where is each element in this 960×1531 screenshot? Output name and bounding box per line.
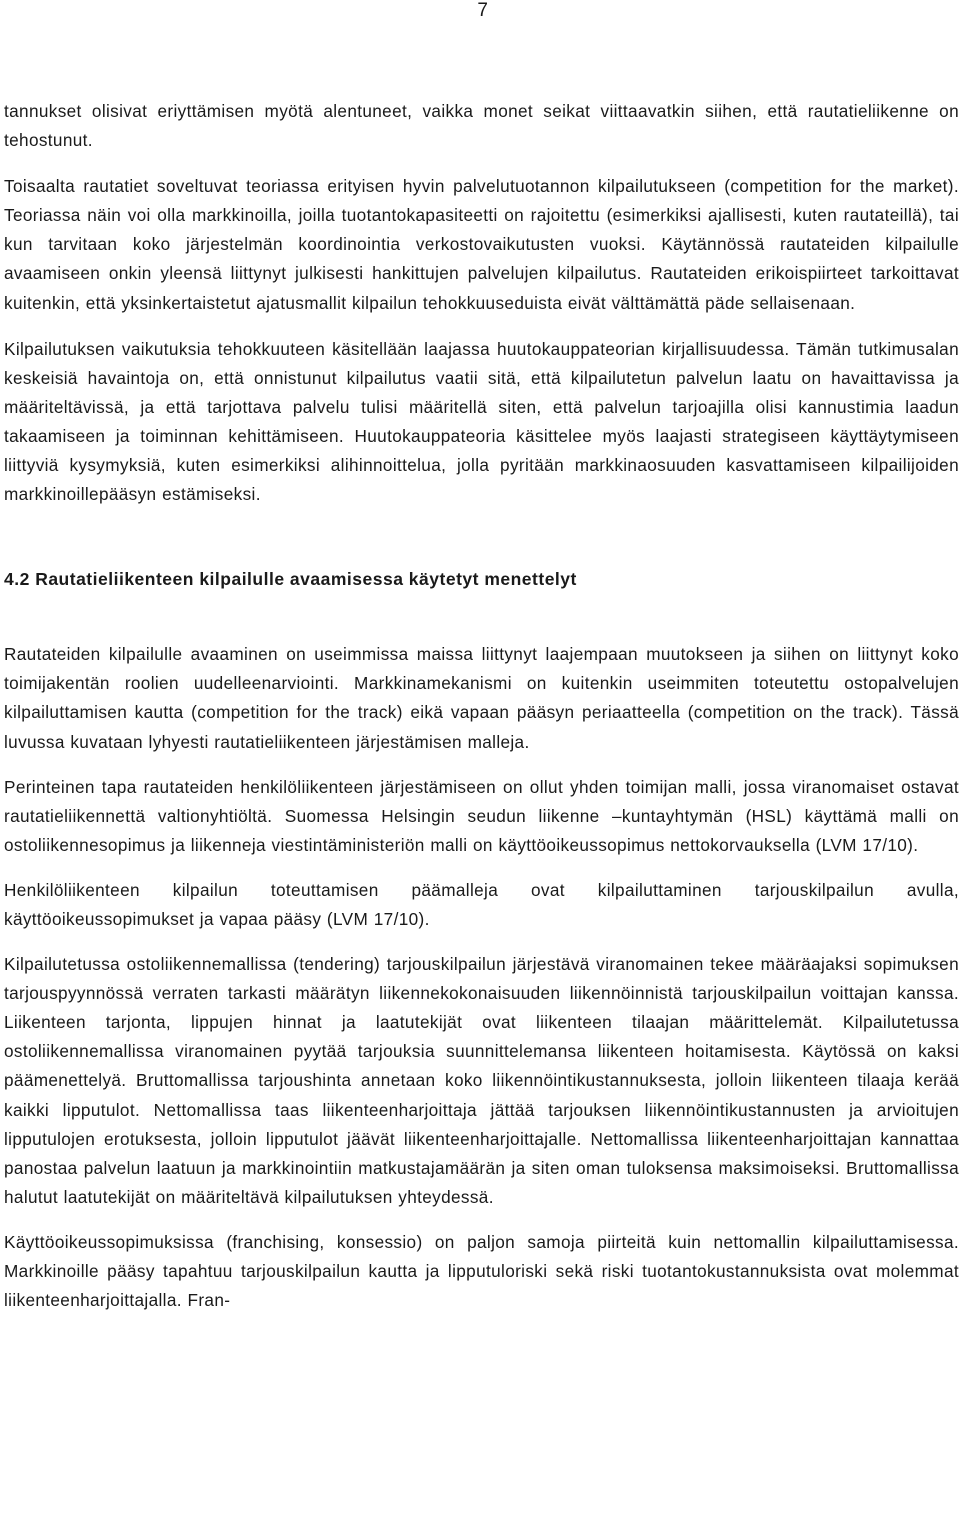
paragraph-continuation: tannukset olisivat eriyttämisen myötä alentuneet, vaikka monet seikat viittaavatkin siihen, että rautatieliikenne on tehostunut. (4, 101, 959, 151)
page-number: 7 (477, 0, 488, 21)
section-heading: 4.2 Rautatieliikenteen kilpailulle avaamisessa käytetyt menettelyt (4, 569, 577, 590)
paragraph-competition-for-market: Toisaalta rautatiet soveltuvat teoriassa erityisen hyvin palvelutuotannon kilpailutukseen (competition for the market). Teoriassa näin voi olla markkinoilla, joilla tuotantokapasiteetti on rajoitettu (esimerkiksi ajallisesti, kuten rautateillä), tai kun tarvitaan koko järjestelmän koordinointia verkostovaikutusten vuoksi. Käytännössä rautateiden kilpailulle avaamiseen onkin yleensä liittynyt julkisesti hankittujen palvelujen kilpailutus. Rautateiden erikoispiirteet tarkoittavat kuitenkin, että yksinkertaistetut ajatusmallit kilpailun tehokkuuseduista eivät välttämättä päde sellaisenaan. (4, 176, 959, 313)
paragraph-main-models: Henkilöliikenteen kilpailun toteuttamisen päämalleja ovat kilpailuttaminen tarjouskilpailun avulla, käyttöoikeussopimukset ja vapaa pääsy (LVM 17/10). (4, 879, 959, 929)
paragraph-traditional-model: Perinteinen tapa rautateiden henkilöliikenteen järjestämiseen on ollut yhden toimijan malli, jossa viranomaiset ostavat rautatieliikennettä valtionyhtiöltä. Suomessa Helsingin seudun liikenne –kuntayhtymän (HSL) käyttämä malli on ostoliikennesopimus ja liikenneja viestintäministeriön malli on käyttöoikeussopimus nettokorvauksella (LVM 17/10). (4, 776, 959, 855)
paragraph-opening-to-competition: Rautateiden kilpailulle avaaminen on useimmissa maissa liittynyt laajempaan muutokseen ja siihen on liittynyt koko toimijakentän roolien uudelleenarviointi. Markkinamekanismi on kuitenkin useimmiten toteutettu ostopalvelujen kilpailuttamisen kautta (competition for the track) eikä vapaan pääsyn periaatteella (competition on the track). Tässä luvussa kuvataan lyhyesti rautatieliikenteen järjestämisen malleja. (4, 644, 959, 752)
page-body (4, 97, 959, 1315)
paragraph-auction-theory: Kilpailutuksen vaikutuksia tehokkuuteen käsitellään laajassa huutokauppateorian kirjallisuudessa. Tämän tutkimusalan keskeisiä havaintoja on, että onnistunut kilpailutus vaatii sitä, että kilpailutetun palvelun laatu on havaittavissa ja määriteltävissä, ja että tarjottava palvelu tulisi määritellä siten, että palvelun tarjoajilla olisi kannustimia laadun takaamiseen ja toiminnan kehittämiseen. Huutokauppateoria käsittelee myös laajasti strategiseen käyttäytymiseen liittyviä kysymyksiä, kuten esimerkiksi alihinnoittelua, jolla pyritään markkinaosuuden kasvattamiseen kilpailijoiden markkinoillepääsyn estämiseksi. (4, 338, 959, 505)
paragraph-tendering: Kilpailutetussa ostoliikennemallissa (tendering) tarjouskilpailun järjestävä viranomainen tekee määräajaksi sopimuksen tarjouspyynnössä verraten tarkasti määrätyn liikennekokonaisuuden liikennöinnistä tarjouskilpailun voittajan kanssa. Liikenteen tarjonta, lippujen hinnat ja laatutekijät ovat liikenteen tilaajan määrittelemät. Kilpailutetussa ostoliikennemallissa viranomainen pyytää tarjouksia suunnittelemansa liikenteen hoitamisesta. Käytössä on kaksi päämenettelyä. Bruttomallissa tarjoushinta annetaan koko liikennöintikustannuksesta, jolloin liikenteen tilaaja kerää kaikki lipputulot. Nettomallissa taas liikenteenharjoittaja jättää tarjouksen liikennöintikustannusten ja arvioitujen lipputulojen erotuksesta, jolloin lipputulot jäävät liikenteenharjoittajalle. Nettomallissa liikenteenharjoittajan kannattaa panostaa palvelun laatuun ja markkinointiin matkustajamäärän ja siten oman tuloksensa maksimoiseksi. Bruttomallissa halutut laatutekijät on määriteltävä kilpailutuksen yhteydessä. (4, 954, 959, 1207)
paragraph-franchising: Käyttöoikeussopimuksissa (franchising, konsessio) on paljon samoja piirteitä kuin nettomallin kilpailuttamisessa. Markkinoille pääsy tapahtuu tarjouskilpailun kautta ja lipputuloriski sekä riski tuotantokustannuksista ovat molemmat liikenteenharjoittajalla. Fran- (4, 1231, 959, 1311)
